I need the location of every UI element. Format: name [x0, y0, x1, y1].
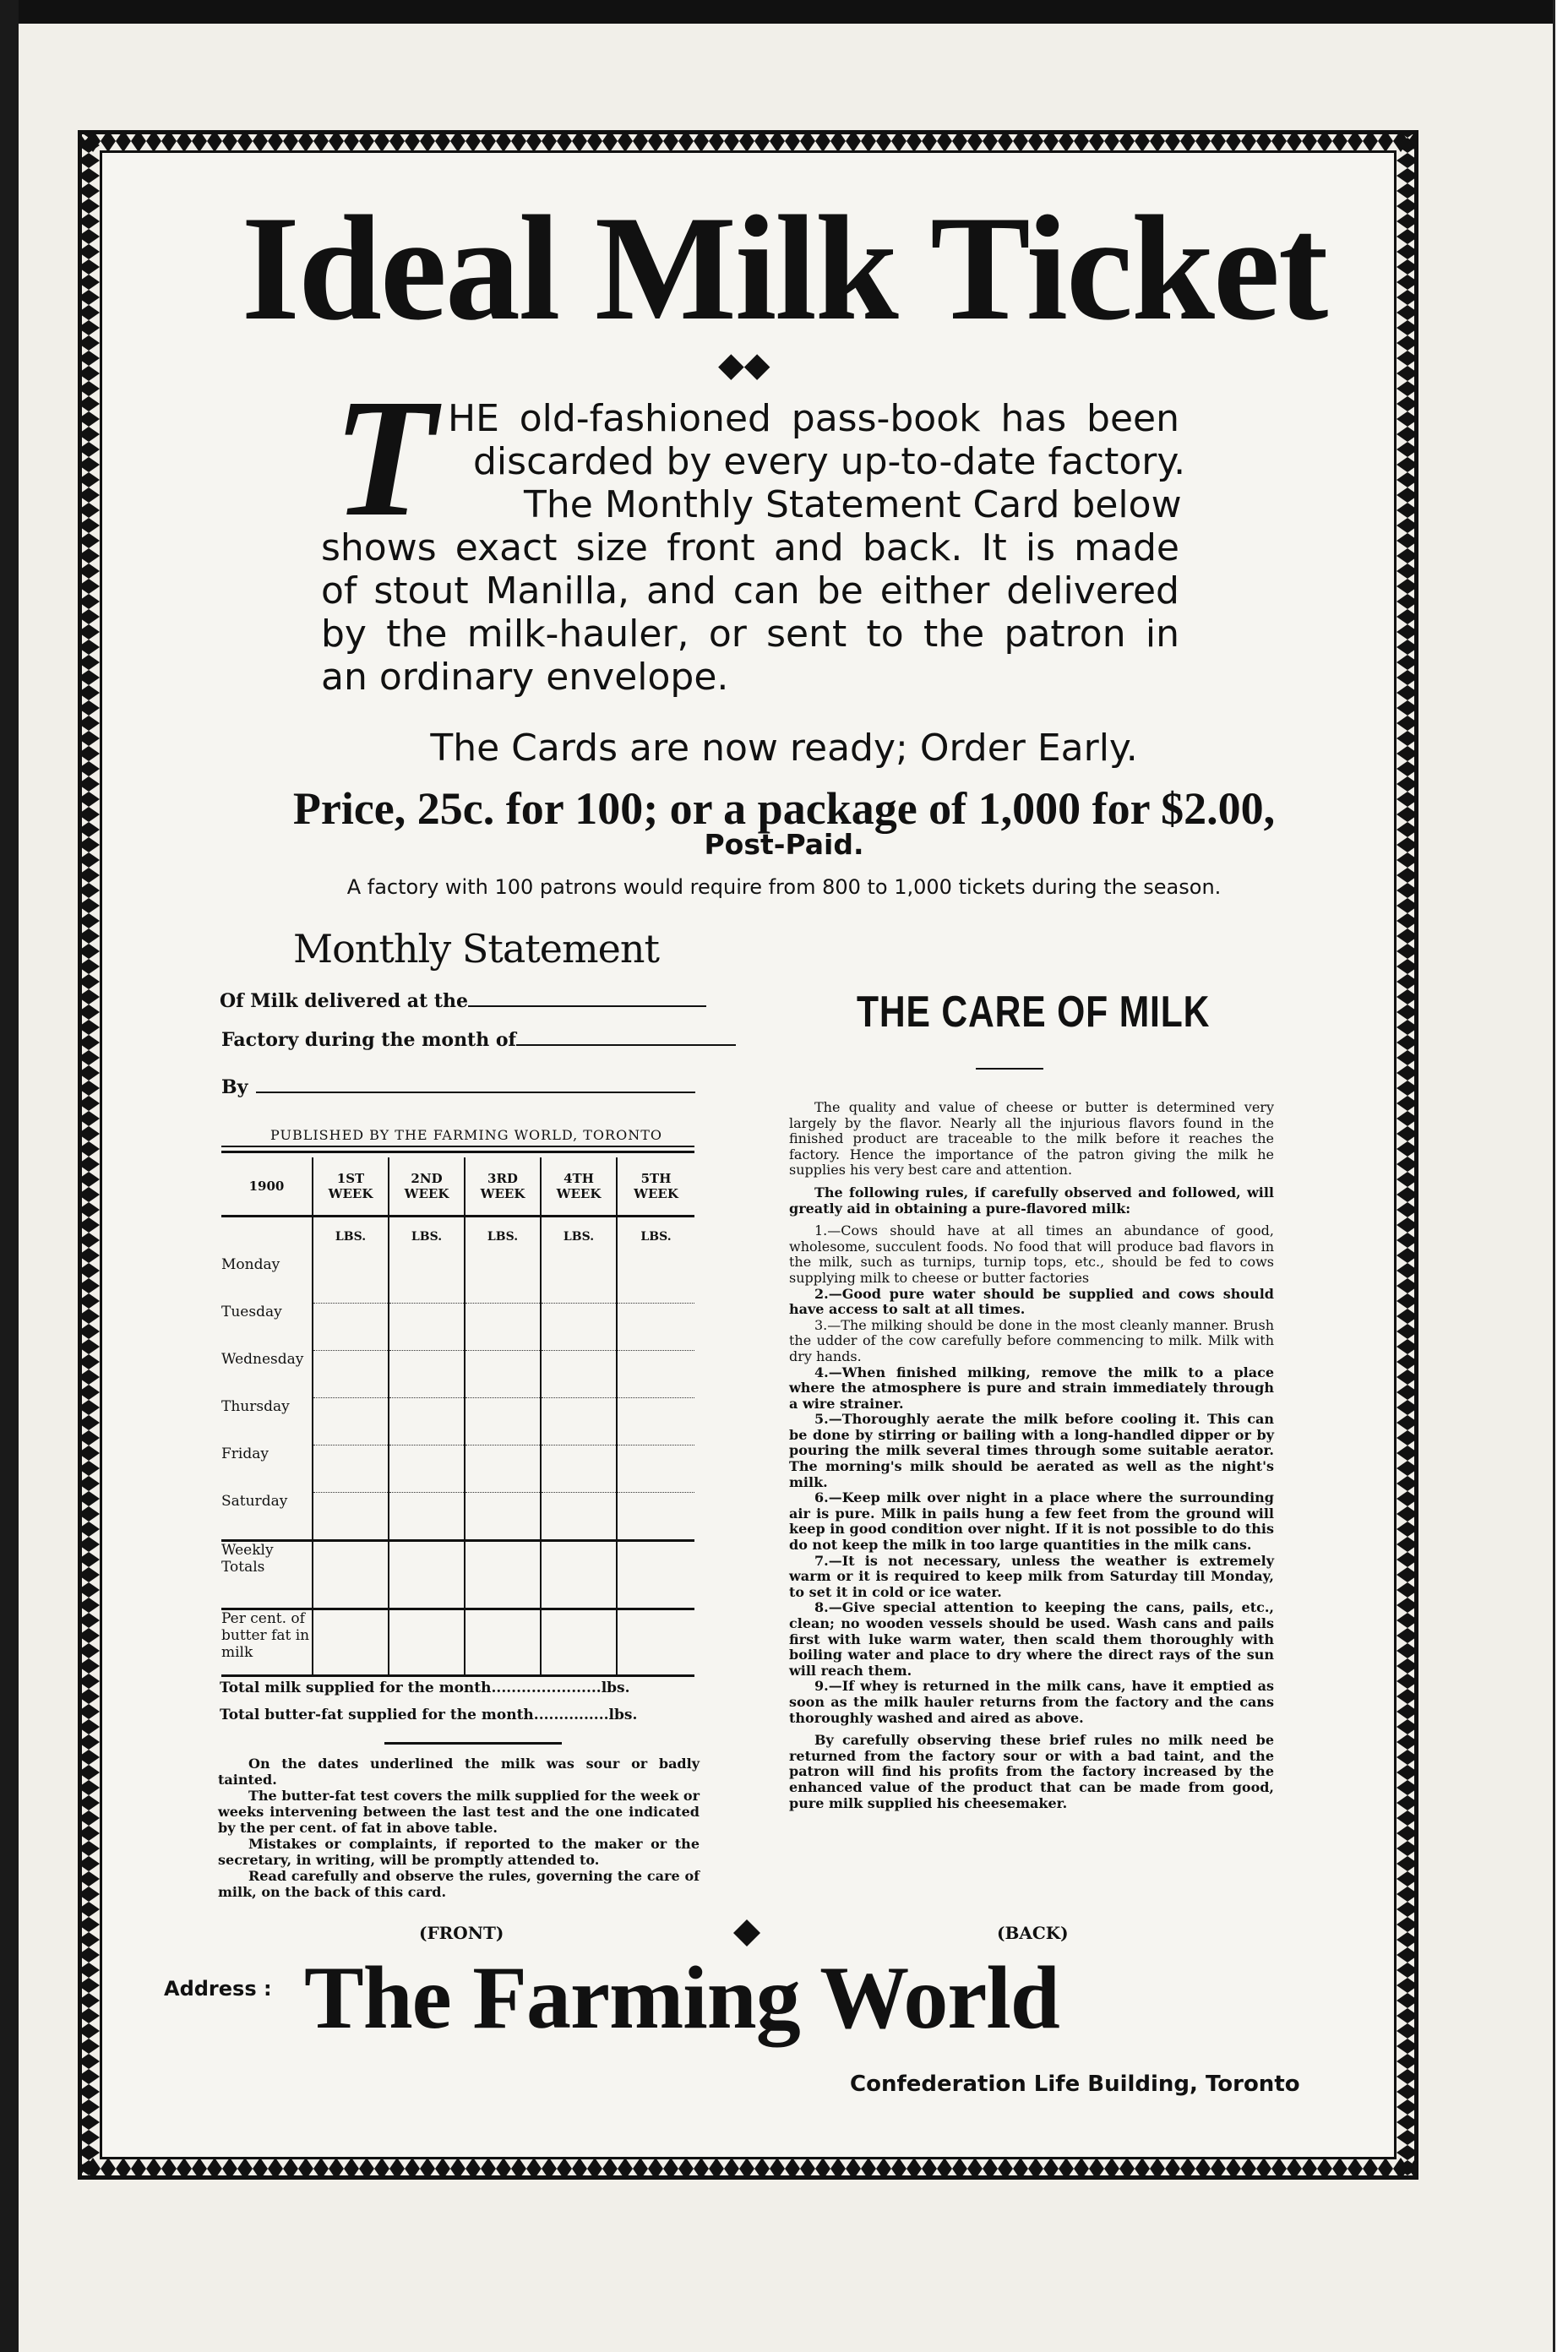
care-rule-item: 8.—Give special attention to keeping the cans, pails, etc., clean; no wooden vessels should be used. Wash cans and pails first with luke warm water, then scald them thoroughly with boiling water and place to dry where the direct rays of the sun will reach them. [789, 1599, 1274, 1679]
back-label: (BACK) [997, 1923, 1069, 1943]
week-header: 2ND WEEK [389, 1157, 465, 1217]
note: On the dates underlined the milk was sour or badly tainted. [218, 1756, 700, 1788]
intro-line: by the milk-hauler, or sent to the patron in [321, 612, 1179, 656]
zigzag-border-top [78, 130, 1418, 152]
day-label: Thursday [221, 1397, 290, 1415]
drop-cap: T [332, 365, 437, 552]
care-closing: By carefully observing these brief rules no milk need be returned from the factory sour or with a bad taint, and the patron will find his profits from the factory increased by the enhanced value of the product that can be made from good, pure milk supplied his cheesemaker. [789, 1732, 1274, 1811]
scan-top-edge [0, 0, 1568, 24]
short-rule [384, 1742, 562, 1745]
week-header: 3RD WEEK [465, 1157, 541, 1217]
intro-line: HE old-fashioned pass-book has been [448, 397, 1179, 440]
day-label: Friday [221, 1445, 269, 1462]
weekly-totals-label: Weekly Totals [221, 1541, 313, 1609]
monthly-statement-title: Monthly Statement [293, 926, 659, 972]
note: The butter-fat test covers the milk supplied for the week or weeks intervening between the last test and the one indicated by the per cent. of fat in above table. [218, 1788, 700, 1836]
field-label: By [221, 1076, 248, 1098]
table-row [221, 1256, 694, 1304]
unit-label: LBS. [389, 1217, 465, 1257]
table-row [221, 1446, 694, 1493]
table-row [221, 1304, 694, 1351]
publisher-address: Confederation Life Building, Toronto [850, 2072, 1300, 2097]
ready-notice: The Cards are now ready; Order Early. [430, 727, 1138, 770]
front-label: (FRONT) [419, 1923, 504, 1943]
care-of-milk-title: THE CARE OF MILK [857, 988, 1211, 1037]
table-top-rule [221, 1151, 694, 1153]
zigzag-border-right [1396, 130, 1418, 2180]
diamond-ornament-icon [733, 1919, 760, 1946]
year-header: 1900 [221, 1157, 313, 1217]
total-fat-line: Total butter-fat supplied for the month...............lbs. [220, 1707, 638, 1723]
intro-line: shows exact size front and back. It is made [321, 526, 1179, 569]
field-line [256, 1076, 695, 1093]
week-header: 5TH WEEK [617, 1157, 694, 1217]
publisher-line: PUBLISHED BY THE FARMING WORLD, TORONTO [270, 1127, 662, 1143]
care-rule-item: 1.—Cows should have at all times an abundance of good, wholesome, succulent foods. No food that will produce bad flavors in the milk, such as turnips, turnip tops, etc., should be fed to cows supplying milk to cheese or butter factories [789, 1222, 1274, 1286]
care-rule-item: 9.—If whey is returned in the milk cans, have it emptied as soon as the milk hauler returns from the factory and the cans thoroughly washed and aired as above. [789, 1678, 1274, 1726]
unit-label: LBS. [541, 1217, 617, 1257]
field-label: Of Milk delivered at the [220, 990, 468, 1012]
care-intro: The quality and value of cheese or butter is determined very largely by the flavor. Nearly all the injurious flavors found in the finished product are traceable to the milk before it reaches the factory. Hence the importance of the patron giving the milk he supplies his very best care and attention. [789, 1099, 1274, 1179]
zigzag-border-left [78, 130, 100, 2180]
unit-label: LBS. [617, 1217, 694, 1257]
total-milk-line: Total milk supplied for the month......................lbs. [220, 1680, 630, 1696]
table-row [221, 1493, 694, 1541]
day-label: Wednesday [221, 1350, 304, 1368]
week-header: 1ST WEEK [313, 1157, 389, 1217]
unit-label: LBS. [313, 1217, 389, 1257]
care-rule-item: 7.—It is not necessary, unless the weather is extremely warm or it is required to keep milk from Saturday till Monday, to set it in cold or ice water. [789, 1552, 1274, 1600]
care-rule-item: 5.—Thoroughly aerate the milk before cooling it. This can be done by stirring or bailing with a long-handled dipper or by pouring the milk several times through some suitable aerator. The morning's milk should be aerated as well as the night's milk. [789, 1411, 1274, 1490]
intro-line: The Monthly Statement Card below [524, 483, 1182, 526]
field-label: Factory during the month of [221, 1029, 517, 1051]
care-rule-item: 2.—Good pure water should be supplied and cows should have access to salt at all times. [789, 1285, 1274, 1318]
weekly-table [221, 1157, 694, 1677]
table-row [221, 1398, 694, 1446]
ad-title: Ideal Milk Ticket [241, 184, 1327, 351]
factory-note: A factory with 100 patrons would require from 800 to 1,000 tickets during the season. [346, 875, 1222, 899]
factory-month-field [221, 1029, 736, 1051]
intro-paragraph [321, 397, 1186, 699]
by-field [221, 1076, 695, 1098]
table-row [221, 1541, 694, 1609]
table-row [221, 1351, 694, 1398]
address-label: Address : [164, 1977, 272, 2001]
week-header: 4TH WEEK [541, 1157, 617, 1217]
care-lead: The following rules, if carefully observed and followed, will greatly aid in obtaining a pure-flavored milk: [789, 1184, 1274, 1217]
day-label: Monday [221, 1256, 280, 1273]
care-rule-item: 3.—The milking should be done in the most cleanly manner. Brush the udder of the cow carefully before commencing to milk. Milk with dry hands. [789, 1316, 1274, 1364]
day-label: Saturday [221, 1492, 288, 1510]
milk-delivered-field [220, 990, 706, 1012]
intro-line: discarded by every up-to-date factory. [473, 440, 1186, 483]
care-rule-item: 4.—When finished milking, remove the milk to a place where the atmosphere is pure and strain immediately through a wire strainer. [789, 1364, 1274, 1412]
table-top-rule [221, 1146, 694, 1147]
postpaid-label: Post-Paid. [704, 828, 864, 861]
scan-left-edge [0, 0, 19, 2352]
field-line [468, 990, 706, 1007]
note: Read carefully and observe the rules, governing the care of milk, on the back of this card. [218, 1868, 700, 1900]
intro-line: an ordinary envelope. [321, 656, 729, 699]
field-line [516, 1029, 736, 1046]
intro-line: of stout Manilla, and can be either delivered [321, 569, 1179, 612]
scan-right-edge [1553, 0, 1568, 2352]
day-label: Tuesday [221, 1303, 282, 1320]
table-row [221, 1609, 694, 1676]
zigzag-border-bottom [78, 2158, 1418, 2180]
unit-label: LBS. [465, 1217, 541, 1257]
note: Mistakes or complaints, if reported to the maker or the secretary, in writing, will be promptly attended to. [218, 1836, 700, 1868]
care-title-rule [976, 1068, 1043, 1070]
publisher-name: The Farming World [304, 1948, 1059, 2047]
price-line: Price, 25c. for 100; or a package of 1,000 for $2.00, [292, 783, 1276, 834]
percent-label: Per cent. of butter fat in milk [221, 1609, 313, 1676]
diamond-ornament-icon: ◆◆ [718, 346, 770, 384]
statement-notes [218, 1756, 700, 1900]
care-of-milk-text [789, 1100, 1274, 1811]
care-rule-item: 6.—Keep milk over night in a place where the surrounding air is pure. Milk in pails hung a few feet from the ground will keep in good condition over night. If it is not possible to do this do not keep the milk in too large quantities in the milk cans. [789, 1489, 1274, 1554]
